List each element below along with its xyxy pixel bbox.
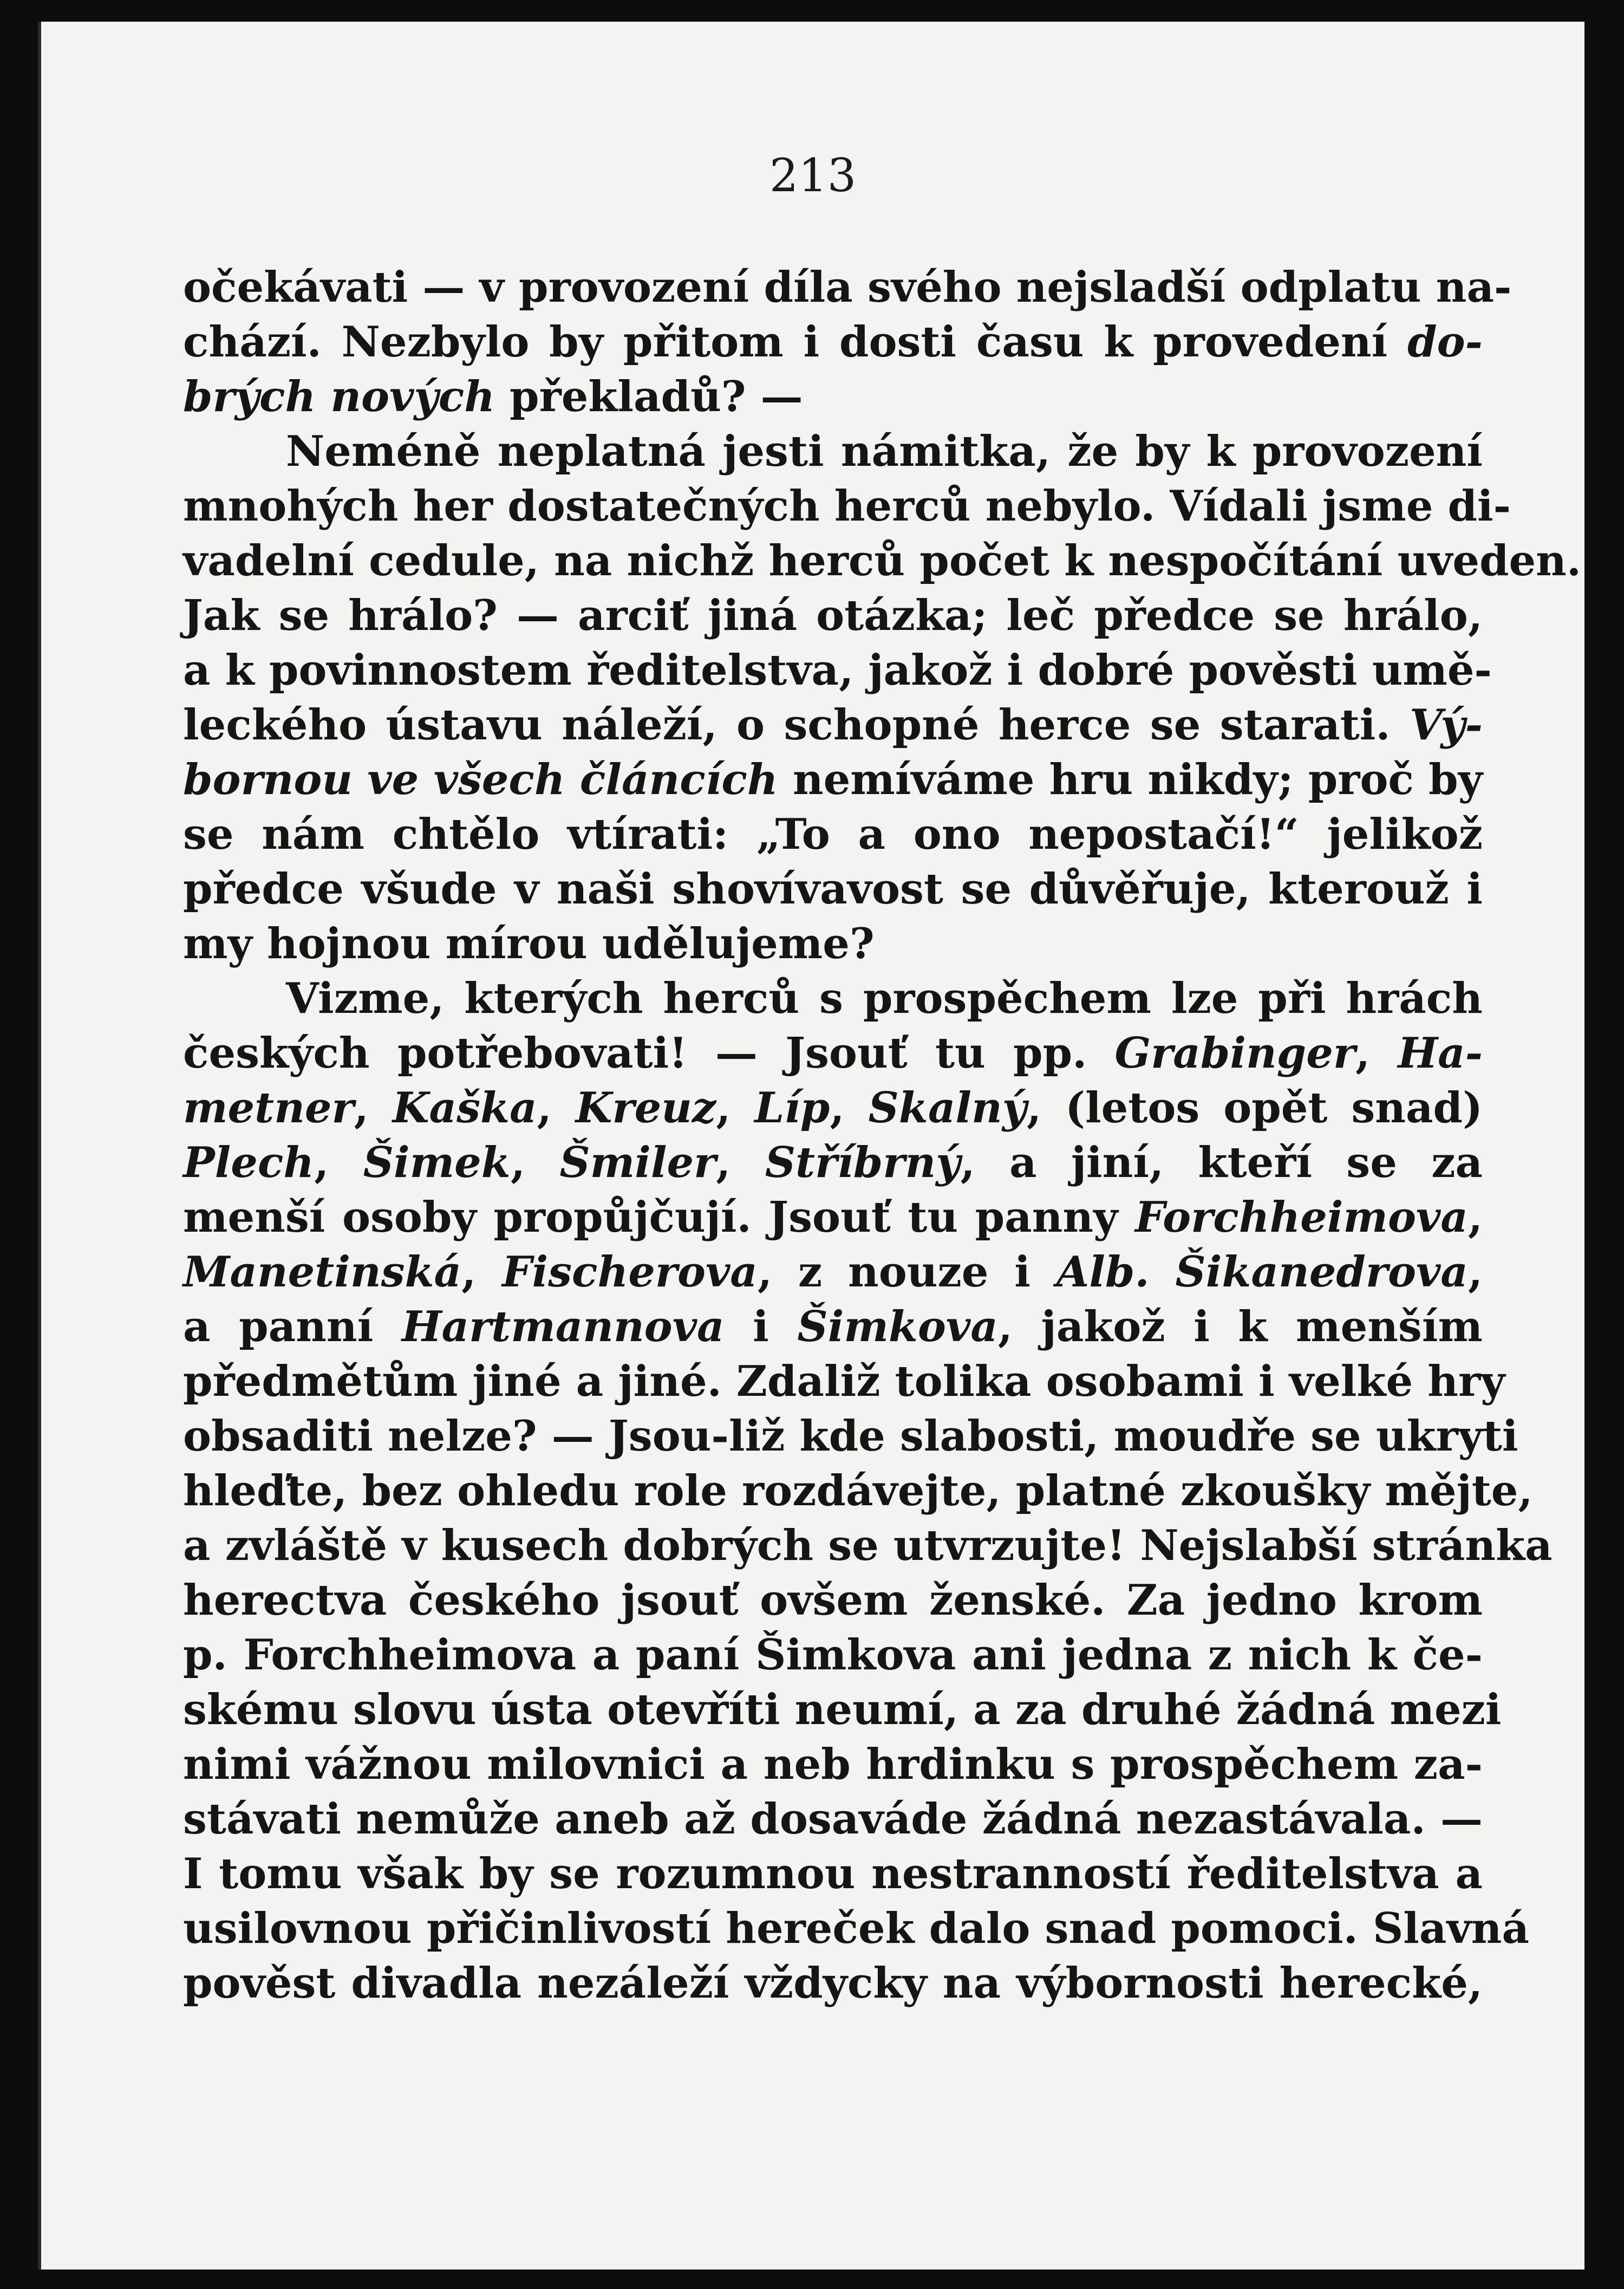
text-line: brých nových překladů? — [183, 372, 803, 421]
text-line: předce všude v naši shovívavost se důvěřuje, kterouž i [183, 864, 1483, 914]
text-line: skému slovu ústa otevříti neumí, a za druhé žádná mezi [183, 1685, 1502, 1734]
text-line: herectva českého jsouť ovšem ženské. Za jedno krom [183, 1576, 1483, 1625]
text-line: očekávati — v provození díla svého nejsladší odplatu na- [183, 263, 1512, 312]
text-line: mnohých her dostatečných herců nebylo. Vídali jsme di- [183, 482, 1511, 531]
text-line: leckého ústavu náleží, o schopné herce se starati. Vý- [183, 700, 1483, 750]
text-line: a zvláště v kusech dobrých se utvrzujte! Nejslabší stránka [183, 1521, 1553, 1570]
text-line: Vizme, kterých herců s prospěchem lze při hrách [286, 974, 1483, 1023]
book-page [38, 22, 1584, 2270]
text-line: českých potřebovati! — Jsouť tu pp. Grabinger, Ha- [183, 1029, 1483, 1078]
text-line: metner, Kaška, Kreuz, Líp, Skalný, (letos opět snad) [183, 1083, 1483, 1133]
text-line: předmětům jiné a jiné. Zdaliž tolika osobami i velké hry [183, 1357, 1505, 1406]
page-number: 213 [769, 149, 857, 202]
text-line: stávati nemůže aneb až dosaváde žádná nezastávala. — [183, 1794, 1483, 1844]
text-line: nimi vážnou milovnici a neb hrdinku s prospěchem za- [183, 1740, 1483, 1789]
text-line: a panní Hartmannova i Šimkova, jakož i k menším [183, 1302, 1483, 1351]
text-line: se nám chtělo vtírati: „To a ono nepostačí!“ jelikož [183, 810, 1483, 859]
text-line: Manetinská, Fischerova, z nouze i Alb. Šikanedrova, [183, 1247, 1483, 1297]
text-line: usilovnou přičinlivostí hereček dalo snad pomoci. Slavná [183, 1904, 1530, 1953]
body-text [183, 260, 1582, 2011]
text-line: bornou ve všech článcích nemíváme hru nikdy; proč by [183, 755, 1483, 804]
text-line: hleďte, bez ohledu role rozdávejte, platné zkoušky mějte, [183, 1466, 1533, 1516]
text-line: Jak se hrálo? — arciť jiná otázka; leč předce se hrálo, [183, 591, 1483, 640]
text-line: Plech, Šimek, Šmiler, Stříbrný, a jiní, kteří se za [183, 1138, 1483, 1187]
text-line: obsaditi nelze? — Jsou-liž kde slabosti, moudře se ukryti [183, 1412, 1518, 1461]
text-line: menší osoby propůjčují. Jsouť tu panny Forchheimova, [183, 1193, 1483, 1242]
text-line: pověst divadla nezáleží vždycky na výbornosti herecké, [183, 1959, 1483, 2008]
text-line: chází. Nezbylo by přitom i dosti času k provedení do- [183, 317, 1483, 367]
text-line: vadelní cedule, na nichž herců počet k nespočítání uveden. [183, 536, 1582, 586]
text-line: my hojnou mírou udělujeme? [183, 919, 875, 968]
text-line: p. Forchheimova a paní Šimkova ani jedna z nich k če- [183, 1630, 1483, 1680]
text-line: a k povinnostem ředitelstva, jakož i dobré pověsti umě- [183, 646, 1492, 695]
text-line: I tomu však by se rozumnou nestranností ředitelstva a [183, 1849, 1483, 1898]
text-line: Neméně neplatná jesti námitka, že by k provození [286, 427, 1483, 476]
